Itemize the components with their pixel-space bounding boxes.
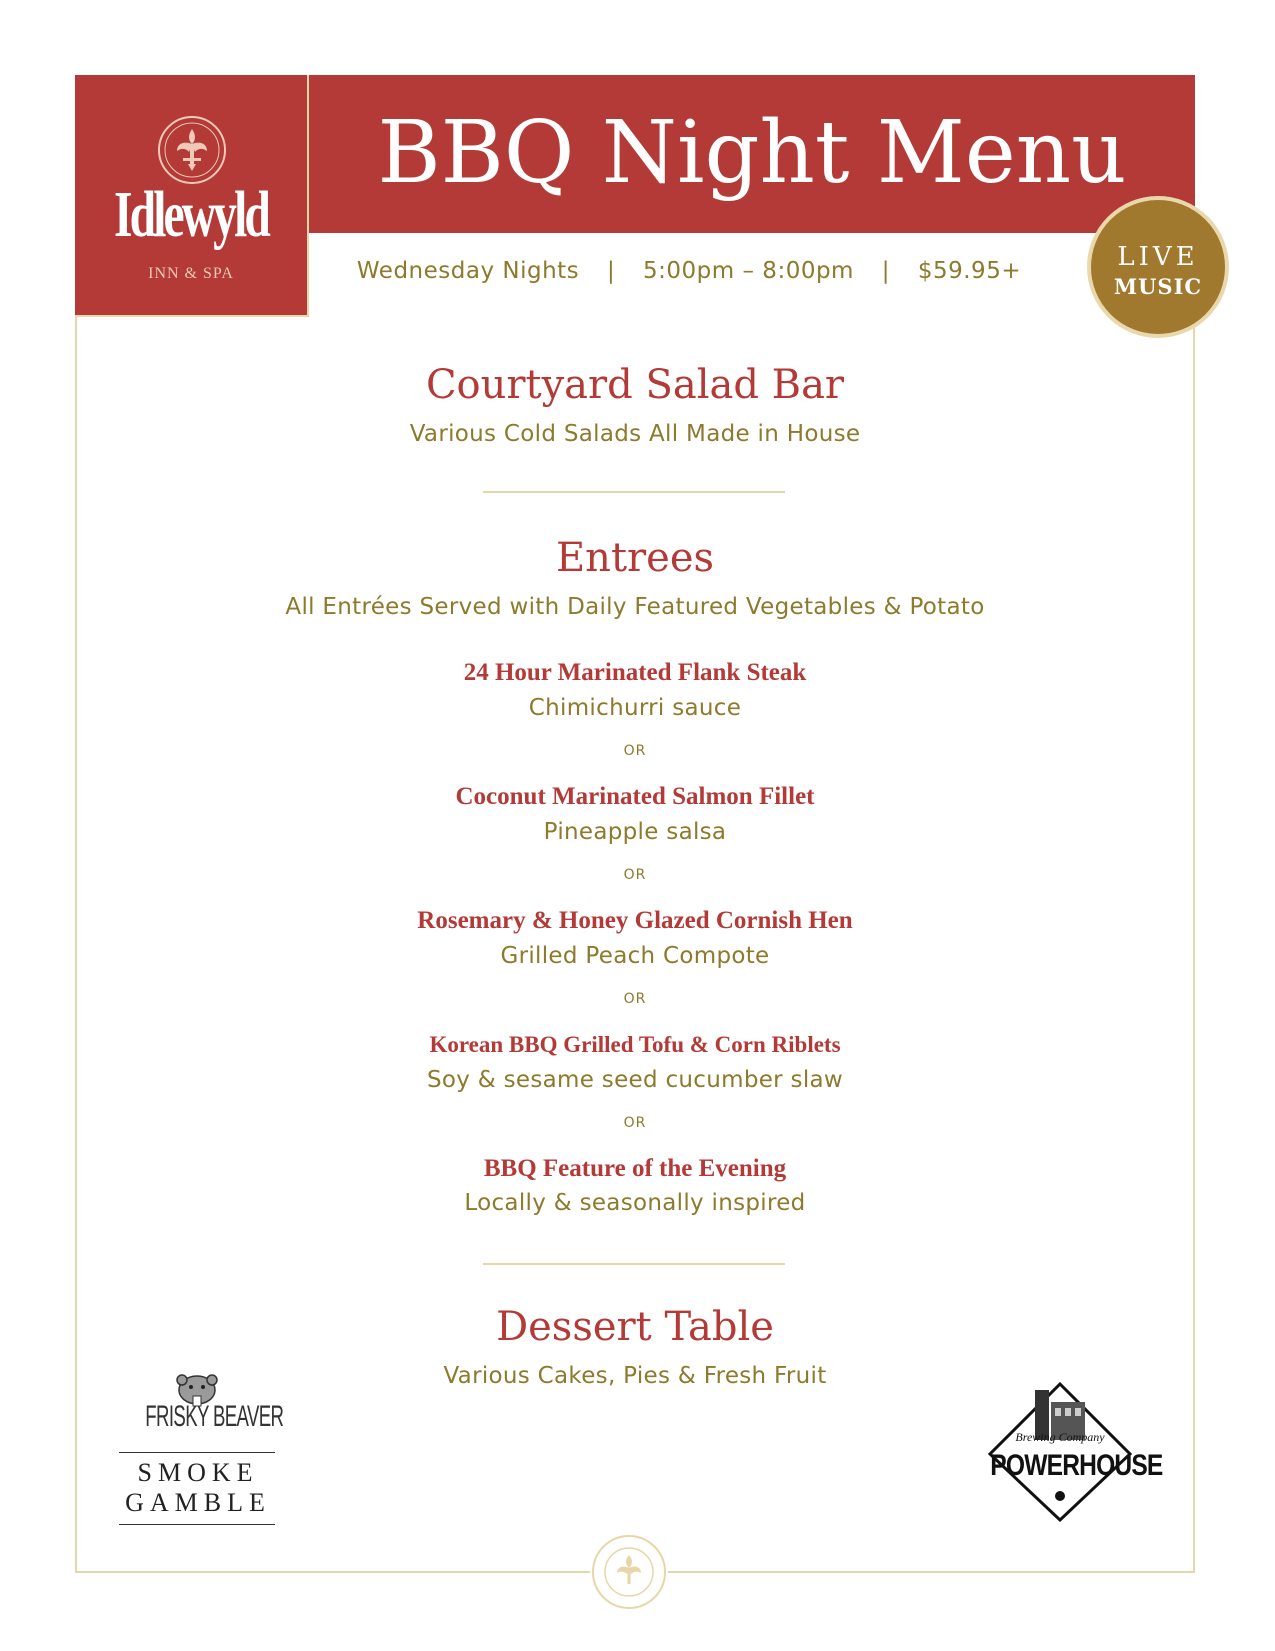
section-title-salad: Courtyard Salad Bar: [425, 362, 845, 408]
section-title-entrees: Entrees: [555, 535, 715, 581]
badge-line-2: MUSIC: [1113, 274, 1203, 299]
footer-crest-icon: [590, 1533, 668, 1611]
entree-desc: Locally & seasonally inspired: [464, 1190, 806, 1216]
sponsor-left-line1: FRISKY BEAVER: [145, 1400, 284, 1433]
entree-desc: Soy & sesame seed cucumber slaw: [426, 1067, 844, 1093]
section-title-dessert: Dessert Table: [496, 1304, 774, 1350]
event-day: Wednesday Nights: [356, 258, 580, 284]
badge-line-1: LIVE: [1117, 242, 1199, 272]
page-title: BBQ Night Menu: [377, 103, 1127, 203]
sponsor-logo-powerhouse: [975, 1372, 1163, 1522]
entree-desc: Grilled Peach Compote: [500, 943, 770, 969]
section-desc-salad: Various Cold Salads All Made in House: [409, 421, 861, 447]
powerhouse-diamond-icon: [975, 1372, 1163, 1522]
info-separator: |: [881, 258, 891, 284]
info-separator: |: [606, 258, 616, 284]
section-divider: [483, 491, 785, 493]
entree-name: Korean BBQ Grilled Tofu & Corn Riblets: [429, 1032, 841, 1057]
event-price: $59.95+: [917, 258, 1022, 284]
sponsor-logo-frisky-beaver: [113, 1372, 283, 1532]
entree-desc: Chimichurri sauce: [528, 695, 742, 721]
entree-name: 24 Hour Marinated Flank Steak: [463, 659, 807, 686]
brand-subtitle: INN & SPA: [148, 265, 234, 282]
entree-name: Rosemary & Honey Glazed Cornish Hen: [417, 907, 853, 934]
or-divider: OR: [623, 991, 647, 1007]
section-desc-entrees: All Entrées Served with Daily Featured Vegetables & Potato: [285, 594, 985, 620]
entree-desc: Pineapple salsa: [543, 819, 727, 845]
or-divider: OR: [623, 743, 647, 759]
sponsor-right-tagline: Brewing Company: [1015, 1430, 1105, 1444]
entree-name: BBQ Feature of the Evening: [483, 1155, 787, 1182]
or-divider: OR: [623, 867, 647, 883]
or-divider: OR: [623, 1115, 647, 1131]
sponsor-right-name: POWERHOUSE: [990, 1449, 1163, 1482]
sponsor-left-line3: GAMBLE: [125, 1488, 271, 1517]
entree-name: Coconut Marinated Salmon Fillet: [455, 783, 815, 810]
sponsor-divider: [119, 1452, 275, 1453]
brand-name: Idlewyld: [114, 178, 268, 251]
sponsor-divider: [119, 1524, 275, 1525]
sponsor-left-line2: SMOKE: [137, 1458, 259, 1487]
section-divider: [483, 1263, 785, 1265]
section-desc-dessert: Various Cakes, Pies & Fresh Fruit: [443, 1363, 827, 1389]
event-time: 5:00pm – 8:00pm: [643, 258, 854, 284]
